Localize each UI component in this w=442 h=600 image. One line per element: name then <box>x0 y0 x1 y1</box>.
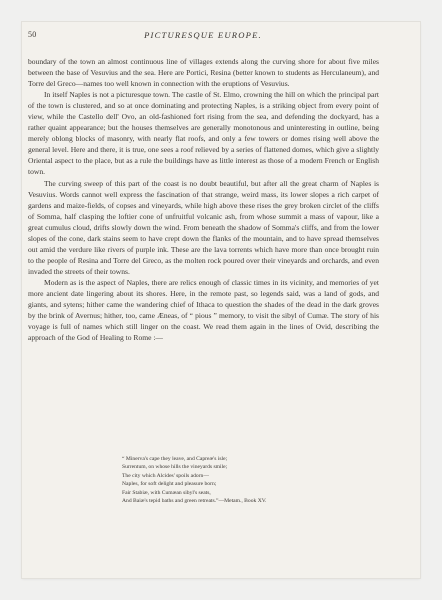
verse-line: Surrentum, on whose hills the vineyards smile; <box>122 464 228 471</box>
page-number: 50 <box>28 30 37 39</box>
verse-line: “ Minerva's cape they leave, and Capreæ's isle; <box>122 456 228 462</box>
verse-line: The city which Alcides' spoils adorn— <box>122 472 209 479</box>
paragraph-4: Modern as is the aspect of Naples, there are relics enough of classic times in its vicinity, and memories of yet more ancient date lingering about its shores. Here, in the remote past, so legends said, was a land of gods, and giants, and sytens; hither came the wandering chief of Ithaca to question the shades of the dead in the dark groves by the brink of Avernus; hither, too, came Æneas, of “ pious ” memory, to visit the sibyl of Cumæ. The story of his voyage is full of names which still linger on the coast. We read them again in the lines of Ovid, describing the approach of the God of Healing to Rome :— <box>28 277 379 343</box>
running-title: PICTURESQUE EUROPE. <box>144 30 262 40</box>
body-text <box>28 56 379 343</box>
verse-line: And Baiæ's tepid baths and green retreats.”—Metam., Book XV. <box>122 498 267 505</box>
verse-line: Naples, for soft delight and pleasure born; <box>122 481 217 488</box>
verse-line: Fair Stabiæ, with Cumæan sibyl's seats, <box>122 489 211 496</box>
paragraph-2: In itself Naples is not a picturesque town. The castle of St. Elmo, crowning the hill on which the principal part of the town is clustered, and so at once dominating and protecting Naples, is a striking object from every point of view, while the Castello dell' Ovo, an old-fashioned fort rising from the sea, and defending the dockyard, has a rather quaint appearance; but the houses themselves are generally monotonous and uninteresting in outline, being merely oblong blocks of masonry, with nearly flat roofs, and only a few towers or domes rising well above the general level. Here and there, it is true, one sees a roof relieved by a series of flattened domes, which give a slightly Oriental aspect to the place, but as a rule the buildings have as little interest as those of a modern French or English town. <box>28 90 379 177</box>
verse-quotation <box>122 455 372 505</box>
paragraph-3: The curving sweep of this part of the coast is no doubt beautiful, but after all the great charm of Naples is Vesuvius. Words cannot well express the fascination of that strange, weird mass, its lower slopes a rich carpet of gardens and maize-fields, of copses and vineyards, while high above these rises the grey broken circlet of the cliffs of Somma, half clasping the loftier cone of unfruitful volcanic ash, from whose summit a mass of vapour, like a great cumulus cloud, drifts slowly down the wind. From beneath the shadow of Somma's cliffs, and from the lower slopes of the cone, dark stains seem to have crept down the flanks of the mountain, and to have spread themselves out amid the verdure like rivers of purple ink. These are the lava torrents which have more than once brought ruin to the people of Resina and Torre del Greco, as the molten rock poured over their vineyards and orchards, and even invaded the streets of their towns. <box>28 178 379 276</box>
page-header <box>28 30 378 44</box>
paragraph-1: boundary of the town an almost continuous line of villages extends along the curving shore for about five miles between the base of Vesuvius and the sea. Here are Portici, Resina (better known to students as Herculaneum), and Torre del Greco—names too well known in connection with the eruptions of Vesuvius. <box>28 57 379 89</box>
